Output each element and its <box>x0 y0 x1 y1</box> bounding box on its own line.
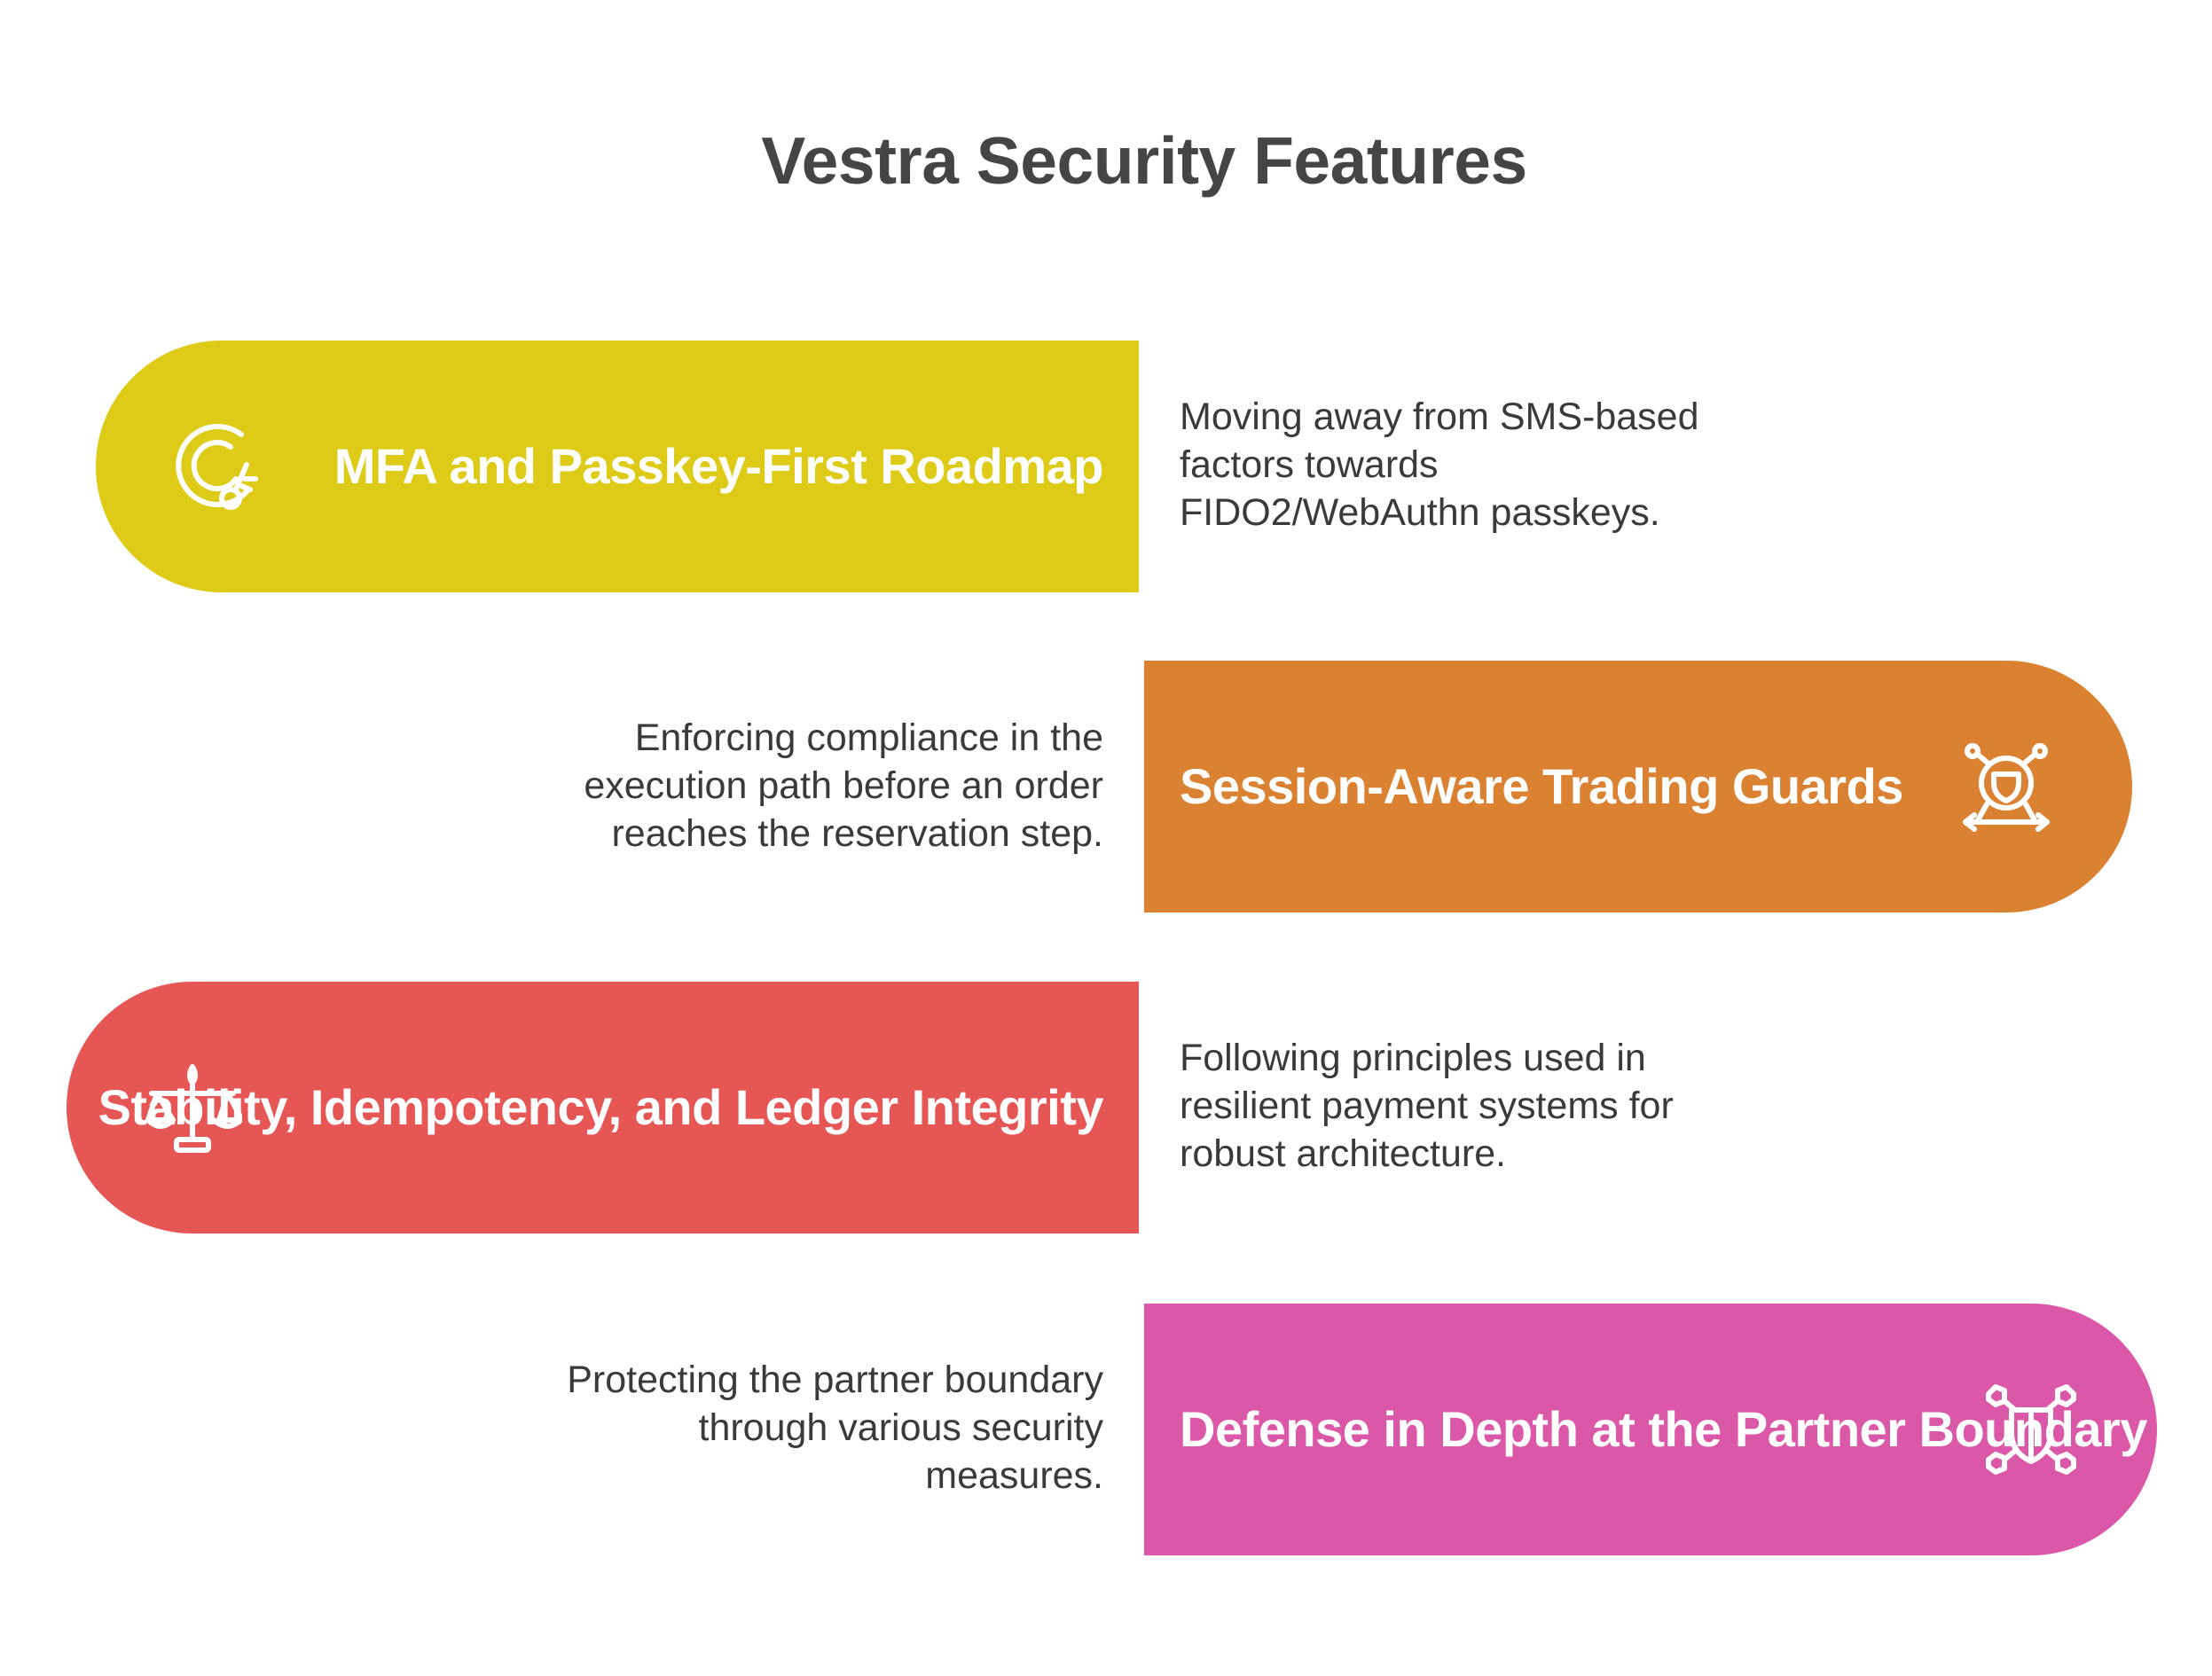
feature-description: Following principles used in resilient payment systems for robust architecture. <box>1180 1037 1674 1175</box>
shield-network-icon <box>1957 737 2056 836</box>
feature-card-ledger-integrity <box>67 982 1139 1234</box>
feature-card-trading-guards <box>1144 661 2132 912</box>
key-icon <box>172 417 271 516</box>
feature-title: MFA and Passkey-First Roadmap <box>333 438 1103 494</box>
feature-title: Defense in Depth at the Partner Boundary <box>1180 1401 2147 1457</box>
feature-title: Stability, Idempotency, and Ledger Integrity <box>98 1079 1103 1135</box>
page-title: Vestra Security Features <box>761 123 1527 198</box>
feature-title: Session-Aware Trading Guards <box>1180 758 1903 814</box>
feature-description: Protecting the partner boundary through various security measures. <box>567 1359 1103 1497</box>
scales-icon <box>143 1058 242 1157</box>
feature-description: Enforcing compliance in the execution path before an order reaches the reservation step. <box>584 717 1103 855</box>
feature-description: Moving away from SMS-based factors towards FIDO2/WebAuthn passkeys. <box>1180 396 1699 534</box>
feature-card-partner-boundary <box>1144 1304 2157 1555</box>
shield-nodes-icon <box>1981 1380 2081 1479</box>
feature-card-mfa <box>96 341 1139 592</box>
